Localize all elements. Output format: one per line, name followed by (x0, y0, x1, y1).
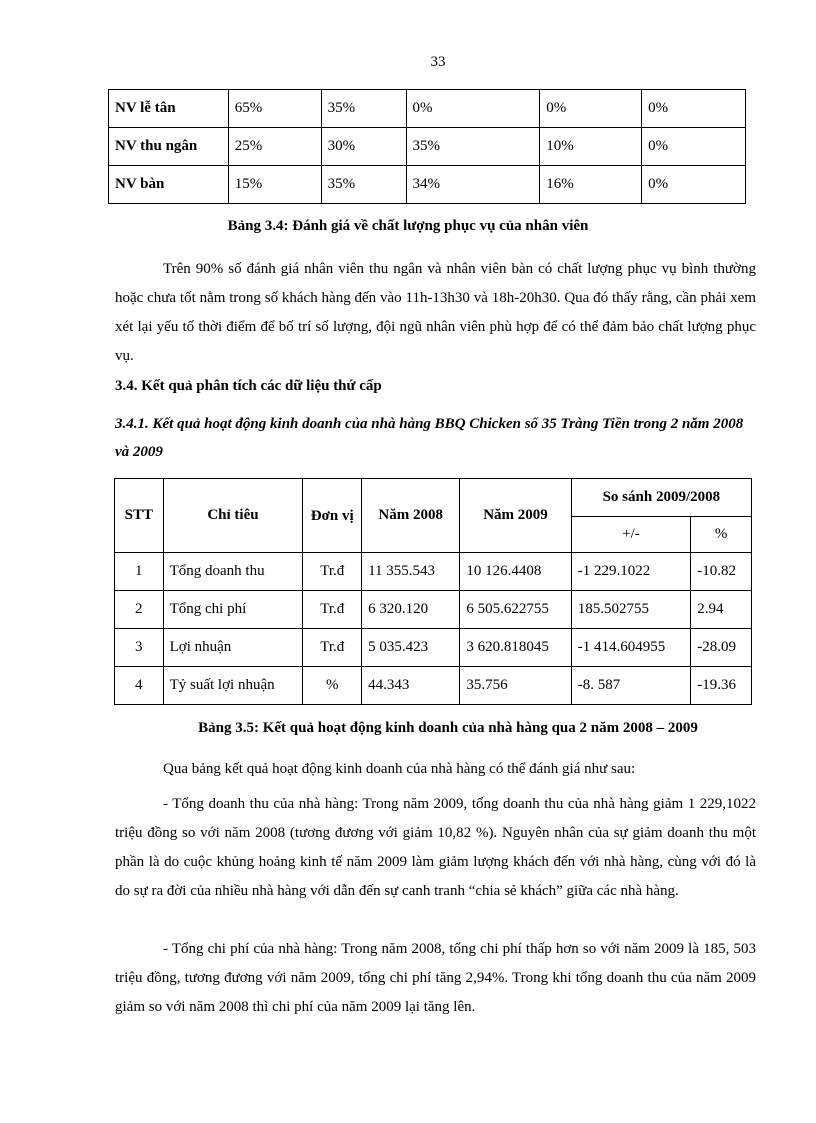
table-cell: 15% (228, 166, 321, 204)
cell-chi-tieu: Tổng chi phí (163, 591, 303, 629)
table-row (115, 591, 752, 629)
staff-quality-table (108, 89, 746, 204)
cell-y2009: 6 505.622755 (460, 591, 571, 629)
cell-diff: -8. 587 (571, 667, 691, 705)
table-cell: 0% (540, 90, 642, 128)
cell-y2008: 6 320.120 (362, 591, 460, 629)
paragraph-staff-evaluation: Trên 90% số đánh giá nhân viên thu ngân và nhân viên bàn có chất lượng phục vụ bình thường hoặc chưa tốt nằm trong số khách hàng đến vào 11h-13h30 và 18h-20h30. Qua đó thấy rằng, cần phải xem xét lại yếu tố thời điểm để bố trí số lượng, đội ngũ nhân viên phù hợp để có thể đảm bảo chất lượng phục vụ. (115, 261, 756, 364)
cell-stt: 1 (115, 553, 164, 591)
table-cell: 30% (321, 128, 406, 166)
table-cell: 10% (540, 128, 642, 166)
cell-don-vi: % (303, 667, 362, 705)
cell-y2009: 10 126.4408 (460, 553, 571, 591)
header-so-sanh: So sánh 2009/2008 (571, 479, 751, 517)
header-plusminus: +/- (571, 517, 691, 553)
cell-diff: 185.502755 (571, 591, 691, 629)
header-2008: Năm 2008 (362, 479, 460, 553)
table-row (115, 553, 752, 591)
cell-pct: -10.82 (691, 553, 752, 591)
table-cell: 0% (642, 128, 746, 166)
header-percent: % (691, 517, 752, 553)
row-label: NV bàn (109, 166, 229, 204)
cell-y2008: 5 035.423 (362, 629, 460, 667)
cell-diff: -1 229.1022 (571, 553, 691, 591)
paragraph-costs: - Tổng chi phí của nhà hàng: Trong năm 2008, tổng chi phí thấp hơn so với năm 2009 là 185, 503 triệu đồng, tương đương với năm 2009, tổng chi phí tăng 2,94%. Trong khi tổng doanh thu của năm 2009 giảm so với năm 2008 thì chi phí của năm 2009 lại tăng lên. (115, 941, 756, 1015)
table-cell: 16% (540, 166, 642, 204)
table-3-4-caption: Bảng 3.4: Đánh giá về chất lượng phục vụ của nhân viên (227, 218, 589, 234)
cell-diff: -1 414.604955 (571, 629, 691, 667)
section-heading-3-4-1: 3.4.1. Kết quả hoạt động kinh doanh của nhà hàng BBQ Chicken số 35 Tràng Tiền trong 2 năm 2008 và 2009 (115, 416, 744, 460)
row-label: NV lễ tân (109, 90, 229, 128)
table-cell: 0% (642, 90, 746, 128)
table-cell: 35% (406, 128, 540, 166)
cell-y2009: 35.756 (460, 667, 571, 705)
table-cell: 35% (321, 90, 406, 128)
table-cell: 34% (406, 166, 540, 204)
header-don-vi: Đơn vị (303, 479, 362, 553)
cell-stt: 2 (115, 591, 164, 629)
header-stt: STT (115, 479, 164, 553)
table-cell: 0% (406, 90, 540, 128)
row-label: NV thu ngân (109, 128, 229, 166)
business-results-table (114, 478, 752, 705)
cell-chi-tieu: Lợi nhuận (163, 629, 303, 667)
table-row (109, 90, 746, 128)
cell-don-vi: Tr.đ (303, 553, 362, 591)
cell-don-vi: Tr.đ (303, 629, 362, 667)
cell-don-vi: Tr.đ (303, 591, 362, 629)
table-3-5-caption: Bảng 3.5: Kết quả hoạt động kinh doanh của nhà hàng qua 2 năm 2008 – 2009 (198, 720, 698, 736)
cell-pct: 2.94 (691, 591, 752, 629)
paragraph-revenue: - Tổng doanh thu của nhà hàng: Trong năm 2009, tổng doanh thu của nhà hàng giảm 1 229,1022 triệu đồng so với năm 2008 (tương đương với giảm 10,82 %). Nguyên nhân của sự giảm doanh thu một phần là do cuộc khủng hoảng kinh tế năm 2009 làm giảm lượng khách đến với nhà hàng, cùng với đó là do sự ra đời của nhiều nhà hàng với dẫn đến sự canh tranh “chia sẻ khách” giữa các nhà hàng. (115, 796, 756, 899)
table-cell: 0% (642, 166, 746, 204)
page-number: 33 (430, 54, 446, 70)
table-cell: 35% (321, 166, 406, 204)
cell-chi-tieu: Tổng doanh thu (163, 553, 303, 591)
table-cell: 25% (228, 128, 321, 166)
cell-stt: 3 (115, 629, 164, 667)
table-row (109, 128, 746, 166)
table-row (109, 166, 746, 204)
table-row (115, 667, 752, 705)
cell-pct: -28.09 (691, 629, 752, 667)
cell-y2008: 44.343 (362, 667, 460, 705)
cell-chi-tieu: Tỷ suất lợi nhuận (163, 667, 303, 705)
cell-y2009: 3 620.818045 (460, 629, 571, 667)
header-chi-tieu: Chỉ tiêu (163, 479, 303, 553)
paragraph-intro: Qua bảng kết quả hoạt động kinh doanh của nhà hàng có thể đánh giá như sau: (163, 761, 636, 777)
cell-stt: 4 (115, 667, 164, 705)
section-heading-3-4: 3.4. Kết quả phân tích các dữ liệu thứ cấp (115, 378, 382, 394)
table-row (115, 629, 752, 667)
cell-pct: -19.36 (691, 667, 752, 705)
cell-y2008: 11 355.543 (362, 553, 460, 591)
table-cell: 65% (228, 90, 321, 128)
header-2009: Năm 2009 (460, 479, 571, 553)
